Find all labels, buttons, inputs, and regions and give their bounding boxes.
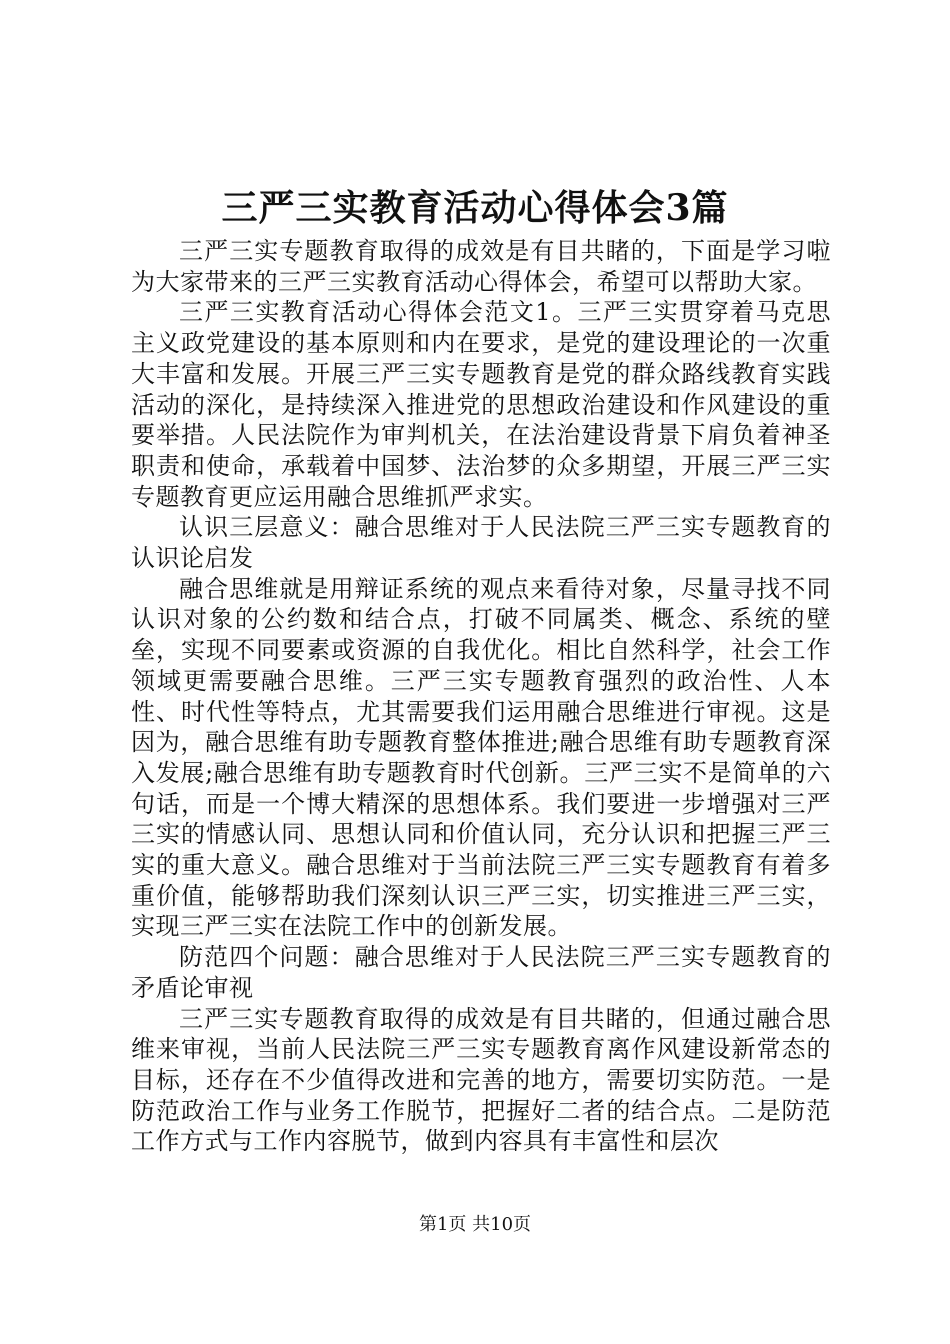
paragraph-prevention: 三严三实专题教育取得的成效是有目共睹的，但通过融合思维来审视，当前人民法院三严三实专题教育离作风建设新常态的目标，还存在不少值得改进和完善的地方，需要切实防范。一是防范政治工作与业务工作脱节，把握好二者的结合点。二是防范工作方式与工作内容脱节，做到内容具有丰富性和层次	[131, 1004, 831, 1156]
section-heading-prevention: 防范四个问题：融合思维对于人民法院三严三实专题教育的矛盾论审视	[131, 943, 831, 1002]
page-footer: 第1页 共10页	[418, 1214, 532, 1235]
document-title: 三严三实教育活动心得体会3篇	[221, 187, 729, 229]
paragraph-sample-1: 三严三实教育活动心得体会范文1。三严三实贯穿着马克思主义政党建设的基本原则和内在要求，是党的建设理论的一次重大丰富和发展。开展三严三实专题教育是党的群众路线教育实践活动的深化，是持续深入推进党的思想政治建设和作风建设的重要举措。人民法院作为审判机关，在法治建设背景下肩负着神圣职责和使命，承载着中国梦、法治梦的众多期望，开展三严三实专题教育更应运用融合思维抓严求实。	[131, 298, 831, 511]
paragraph-fusion-thinking: 融合思维就是用辩证系统的观点来看待对象，尽量寻找不同认识对象的公约数和结合点，打破不同属类、概念、系统的壁垒，实现不同要素或资源的自我优化。相比自然科学，社会工作领域更需要融合思维。三严三实专题教育强烈的政治性、人本性、时代性等特点，尤其需要我们运用融合思维进行审视。这是因为，融合思维有助专题教育整体推进;融合思维有助专题教育深入发展;融合思维有助专题教育时代创新。三严三实不是简单的六句话，而是一个博大精深的思想体系。我们要进一步增强对三严三实的情感认同、思想认同和价值认同，充分认识和把握三严三实的重大意义。融合思维对于当前法院三严三实专题教育有着多重价值，能够帮助我们深刻认识三严三实，切实推进三严三实，实现三严三实在法院工作中的创新发展。	[131, 574, 831, 941]
paragraph-intro: 三严三实专题教育取得的成效是有目共睹的，下面是学习啦为大家带来的三严三实教育活动心得体会，希望可以帮助大家。	[131, 237, 831, 296]
document-body	[131, 236, 831, 1157]
section-heading-understanding: 认识三层意义：融合思维对于人民法院三严三实专题教育的认识论启发	[131, 513, 831, 573]
